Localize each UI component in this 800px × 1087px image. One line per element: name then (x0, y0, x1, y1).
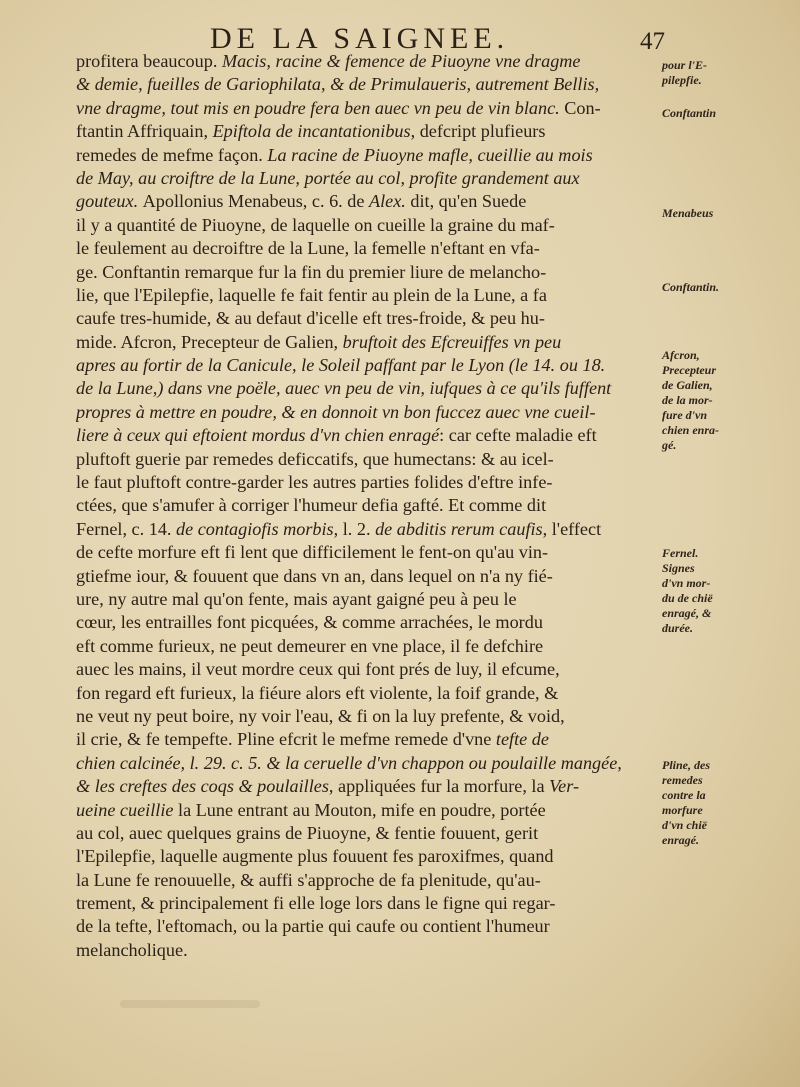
roman-text: , l. 2. (333, 518, 376, 539)
text-line (76, 705, 658, 728)
italic-text: vne dragme, tout mis en poudre fera ben auec vn peu de vin blanc. (76, 97, 565, 118)
margin-note (662, 758, 710, 848)
roman-text: dit, qu'en Suede (405, 191, 527, 212)
roman-text: il y a quantité de Piuoyne, de laquelle on cueille la graine du maf- (76, 214, 555, 235)
italic-text: liere à ceux qui eftoient mordus d'vn chien enragé (76, 425, 440, 446)
margin-note-line: d'vn mor- (662, 576, 711, 590)
text-line (76, 588, 658, 611)
roman-text: remedes de mefme façon. (76, 144, 268, 165)
margin-note-line: Precepteur (662, 363, 716, 377)
roman-text: ge. Conftantin remarque fur la fin du premier liure de melancho- (76, 261, 547, 282)
text-line (76, 822, 658, 845)
margin-note (662, 348, 719, 453)
italic-text: tefte de (495, 729, 549, 750)
roman-text: trement, & principalement fi elle loge lors dans le figne qui regar- (76, 893, 556, 914)
italic-text: de la Lune,) dans vne poële, auec vn peu de vin, iufques à ce qu'ils fuffent (76, 378, 612, 399)
margin-note-line: d'vn chië (662, 818, 707, 832)
italic-text: Ver- (549, 776, 580, 797)
margin-note (662, 206, 713, 221)
text-line (76, 284, 658, 307)
text-line (76, 331, 658, 354)
running-title: DE LA SAIGNEE. (210, 22, 510, 55)
italic-text: Macis, racine & femence de Piuoyne vne dragme (221, 51, 581, 71)
margin-note-line: chien enra- (662, 423, 719, 437)
italic-text: & demie, fueilles de Gariophilata, & de Primulaueris, autrement Bellis, (76, 74, 600, 95)
text-line (76, 424, 658, 447)
page-number: 47 (640, 28, 665, 55)
margin-note (662, 106, 716, 121)
margin-note-line: contre la (662, 788, 706, 802)
text-line (76, 448, 658, 471)
italic-text: de abditis rerum caufis (375, 518, 543, 539)
italic-text: ueine cueillie (76, 799, 179, 820)
margin-note (662, 280, 719, 295)
roman-text: , defcript plufieurs (410, 121, 546, 142)
roman-text: au col, auec quelques grains de Piuoyne, & fentie fouuent, gerit (76, 822, 539, 843)
roman-text: Fernel, c. 14. (76, 518, 177, 539)
margin-note-line: fure d'vn (662, 408, 707, 422)
text-line (76, 190, 658, 213)
margin-note-line: gé. (662, 438, 677, 452)
margin-note-line: enragé. (662, 833, 699, 847)
text-line (76, 471, 658, 494)
roman-text: , l'effect (542, 518, 602, 539)
text-line (76, 658, 658, 681)
text-line (76, 775, 658, 798)
italic-text: de May, au croiftre de la Lune, portée au col, profite grandement aux (76, 167, 580, 188)
text-line (76, 869, 658, 892)
margin-note-line: Pline, des (662, 758, 710, 772)
roman-text: le faut pluftoft contre-garder les autres parties folides d'eftre infe- (76, 472, 553, 493)
italic-text: bruftoit des Efcreuiffes vn peu (342, 331, 562, 352)
text-line (76, 144, 658, 167)
margin-note-line: morfure (662, 803, 703, 817)
text-line (76, 939, 658, 962)
roman-text: Apollonius Menabeus, c. 6. de (142, 191, 369, 212)
roman-text: la Lune fe renouuelle, & auffi s'approche de fa plenitude, qu'au- (76, 869, 541, 890)
roman-text: cœur, les entrailles font picquées, & comme arrachées, le mordu (76, 612, 543, 633)
text-line (76, 377, 658, 400)
italic-text: apres au fortir de la Canicule, le Soleil paffant par le Lyon (le 14. ou 18. (76, 355, 606, 376)
roman-text: mide. Afcron, Precepteur de Galien, (76, 331, 343, 352)
text-line (76, 752, 658, 775)
roman-text: ne veut ny peut boire, ny voir l'eau, & fi on la luy prefente, & void, (76, 705, 565, 726)
text-line (76, 682, 658, 705)
margin-note-line: enragé, & (662, 606, 712, 620)
text-line (76, 237, 658, 260)
roman-text: de la tefte, l'eftomach, ou la partie qui caufe ou contient l'humeur (76, 916, 550, 937)
margin-note-line: Conftantin (662, 106, 717, 120)
text-line (76, 261, 658, 284)
margin-note-line: Afcron, (662, 348, 700, 362)
text-line (76, 728, 658, 751)
margin-note-line: de la mor- (662, 393, 713, 407)
roman-text: auec les mains, il veut mordre ceux qui font prés de luy, il efcume, (76, 659, 560, 680)
margin-note-line: du de chië (662, 591, 713, 605)
italic-text: La racine de Piuoyne mafle, cueillie au mois (267, 144, 593, 165)
roman-text: le feulement au decroiftre de la Lune, la femelle n'eftant en vfa- (76, 238, 540, 259)
roman-text: pluftoft guerie par remedes deficcatifs, que humectans: & au icel- (76, 448, 554, 469)
roman-text: il crie, & fe tempefte. Pline efcrit le mefme remede d'vne (76, 729, 496, 750)
roman-text: de cefte morfure eft fi lent que difficilement le fent-on qu'au vin- (76, 542, 549, 563)
roman-text: ctées, que s'amufer à corriger l'humeur defia gafté. Et comme dit (76, 495, 547, 516)
roman-text: fon regard eft furieux, la fiéure alors eft violente, la foif grande, & (76, 682, 559, 703)
roman-text: l'Epilepfie, laquelle augmente plus fouuent fes paroxifmes, quand (76, 846, 554, 867)
margin-note-line: Conftantin. (662, 280, 720, 294)
roman-text: profitera beaucoup. (76, 51, 222, 71)
text-line (76, 167, 658, 190)
margin-note (662, 58, 707, 88)
margin-note-line: remedes (662, 773, 703, 787)
ink-stain (120, 1000, 260, 1008)
roman-text: eft comme furieux, ne peut demeurer en vne place, il fe defchire (76, 635, 544, 656)
text-line (76, 799, 658, 822)
text-line (76, 307, 658, 330)
margin-note-line: durée. (662, 621, 693, 635)
italic-text: chien calcinée, l. 29. c. 5. & la ceruelle d'vn chappon ou poulaille mangée, (76, 752, 622, 773)
text-line (76, 494, 658, 517)
text-line (76, 120, 658, 143)
text-line (76, 635, 658, 658)
roman-text: la Lune entrant au Mouton, mife en poudre, portée (178, 799, 546, 820)
text-line (76, 541, 658, 564)
text-line (76, 50, 658, 73)
margin-note-line: pour l'E- (662, 58, 708, 72)
roman-text: caufe tres-humide, & au defaut d'icelle eft tres-froide, & peu hu- (76, 308, 545, 329)
text-line (76, 97, 658, 120)
italic-text: Epiftola de incantationibus (212, 121, 411, 142)
roman-text: ure, ny autre mal qu'on fente, mais ayant gaigné peu à peu le (76, 588, 517, 609)
roman-text: lie, que l'Epilepfie, laquelle fe fait fentir au plein de la Lune, a fa (76, 284, 547, 305)
body-text (76, 50, 658, 962)
text-line (76, 611, 658, 634)
italic-text: gouteux. (76, 191, 143, 212)
margin-note-line: Fernel. (662, 546, 699, 560)
italic-text: & les creftes des coqs & poulailles (76, 776, 329, 797)
margin-note-line: Menabeus (662, 206, 714, 220)
text-line (76, 915, 658, 938)
text-line (76, 354, 658, 377)
margin-note (662, 546, 713, 636)
roman-text: ftantin Affriquain, (76, 121, 213, 142)
roman-text: : car cefte maladie eft (439, 425, 597, 446)
margin-note-line: Signes (662, 561, 695, 575)
roman-text: melancholique. (76, 939, 188, 960)
text-line (76, 73, 658, 96)
text-line (76, 565, 658, 588)
text-line (76, 892, 658, 915)
text-line (76, 518, 658, 541)
italic-text: de contagiofis morbis (176, 518, 334, 539)
text-line (76, 401, 658, 424)
roman-text: gtiefme iour, & fouuent que dans vn an, dans lequel on n'a ny fié- (76, 565, 553, 586)
margin-note-line: de Galien, (662, 378, 713, 392)
roman-text: Con- (564, 97, 601, 118)
margin-note-line: pilepfie. (662, 73, 702, 87)
italic-text: Alex. (368, 191, 406, 212)
text-line (76, 845, 658, 868)
text-line (76, 214, 658, 237)
italic-text: propres à mettre en poudre, & en donnoit vn bon fuccez auec vne cueil- (76, 401, 596, 422)
roman-text: , appliquées fur la morfure, la (328, 776, 550, 797)
